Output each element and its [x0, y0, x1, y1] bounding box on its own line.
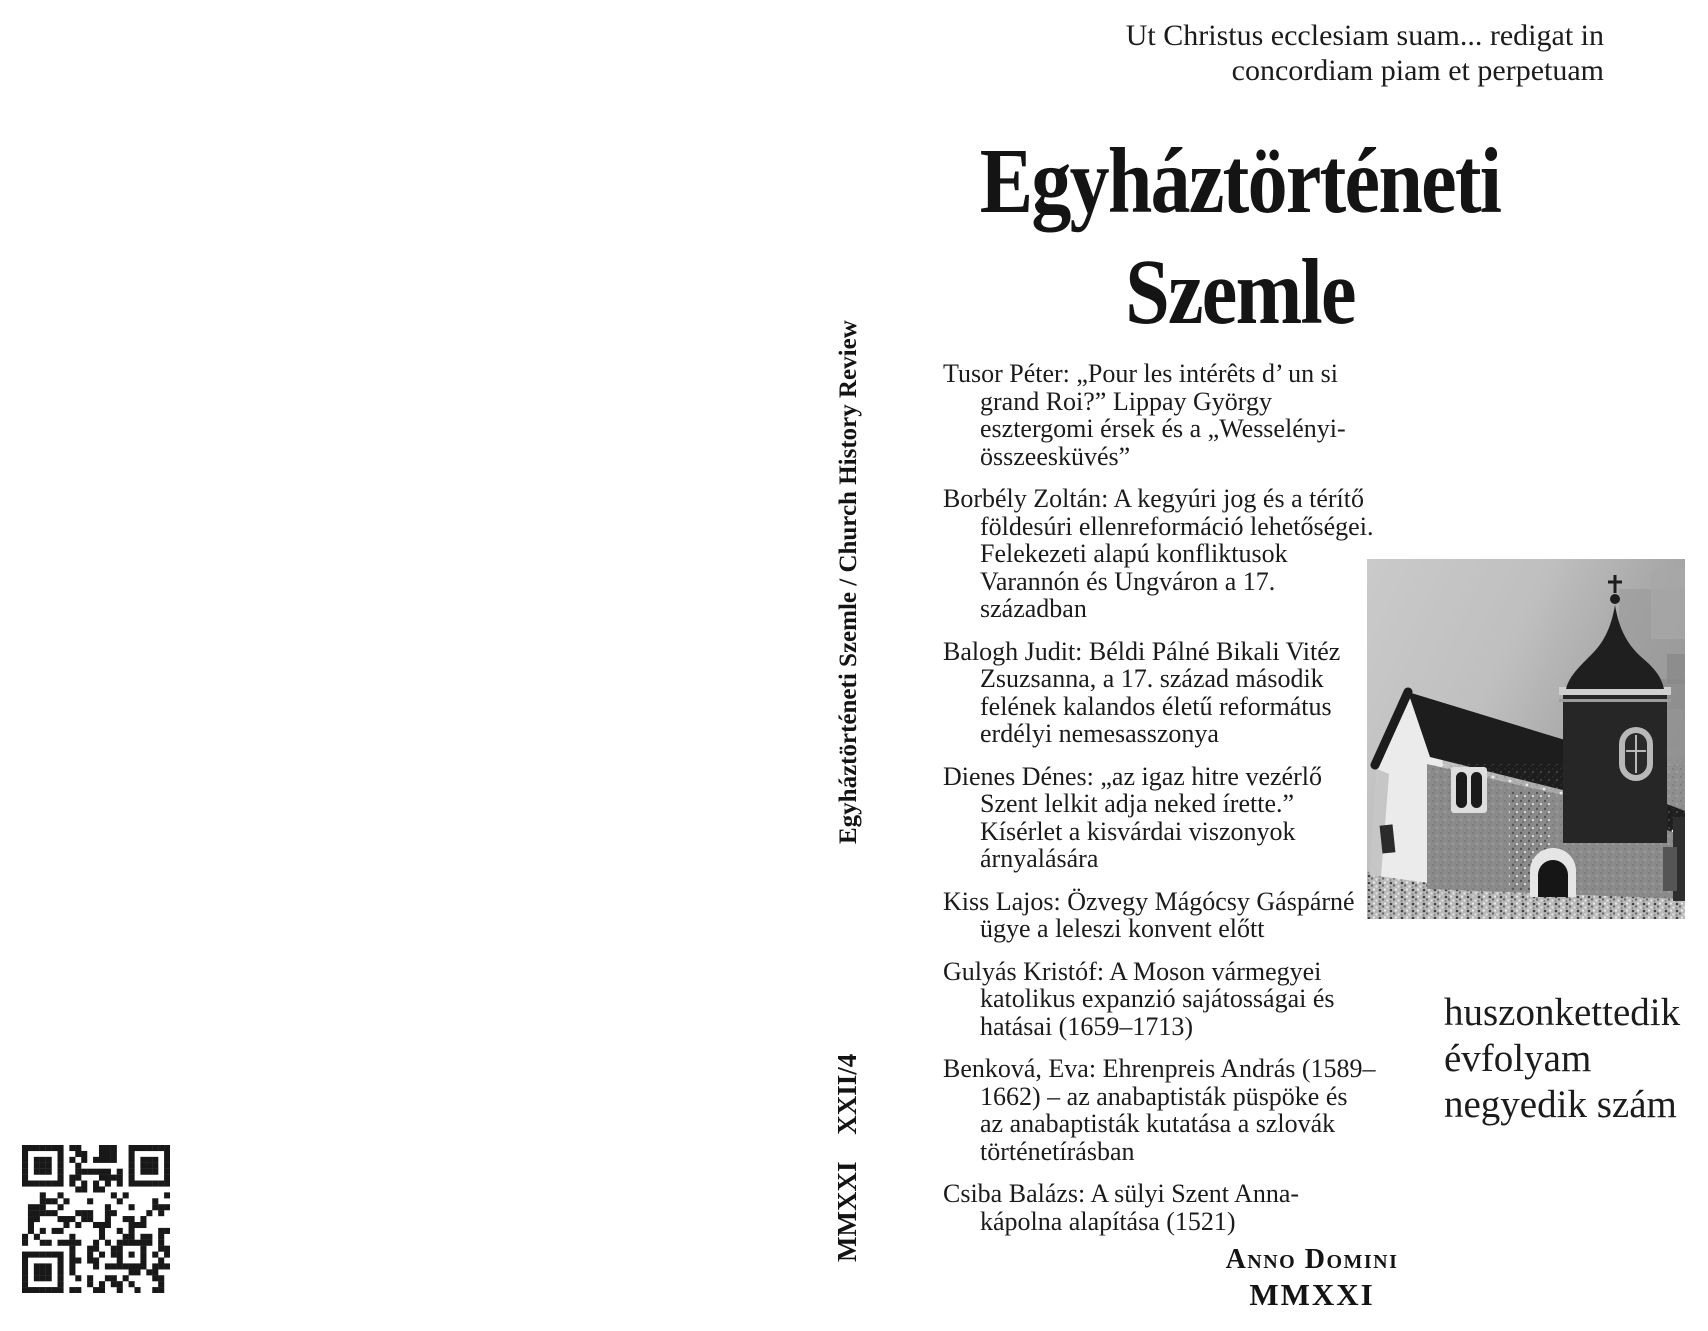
church-photo — [1367, 559, 1685, 919]
toc-entry: Tusor Péter: „Pour les intérêts d’ un si grand Roi?” Lippay György esztergomi érsek és a „Wesselényi-összeesküvés” — [943, 359, 1346, 471]
imprint-year: MMXXI — [1249, 1277, 1375, 1312]
spine-title: Egyháztörténeti Szemle / Church History Review — [835, 320, 862, 844]
qr-code — [22, 1145, 170, 1293]
latin-motto-line2: concordiam piam et perpetuam — [1231, 54, 1604, 87]
journal-title — [973, 126, 1506, 348]
toc-entry: Balogh Judit: Béldi Pálné Bikali Vitéz Zsuzsanna, a 17. század második felének kalandos életű református erdélyi nemesasszonya — [943, 636, 1341, 748]
volume-line: évfolyam — [1444, 1037, 1592, 1080]
journal-title-line1: Egyháztörténeti — [979, 130, 1501, 233]
volume-line: negyedik szám — [1444, 1083, 1677, 1126]
toc-entry: Dienes Dénes: „az igaz hitre vezérlő Szent lelkit adja neked írette.” Kísérlet a kisvárdai viszonyok árnyalására — [943, 761, 1322, 873]
volume-line: huszonkettedik — [1444, 991, 1681, 1034]
volume-issue-label — [1444, 990, 1680, 1128]
anno-domini-label: Anno Domini — [1225, 1244, 1399, 1275]
toc-entry: Gulyás Kristóf: A Moson vármegyei katolikus expanzió sajátosságai és hatásai (1659–1713) — [943, 956, 1335, 1041]
journal-title-line2: Szemle — [1125, 241, 1355, 344]
toc-entry: Benková, Eva: Ehrenpreis András (1589–1662) – az anabaptisták püspöke és az anabaptisták kutatása a szlovák történetírásban — [943, 1054, 1376, 1166]
table-of-contents — [943, 360, 1377, 1250]
toc-entry: Kiss Lajos: Özvegy Mágócsy Gáspárné ügye a leleszi konvent előtt — [943, 886, 1355, 943]
toc-entry: Csiba Balázs: A sülyi Szent Anna-kápolna alapítása (1521) — [943, 1179, 1300, 1236]
imprint — [1140, 1244, 1484, 1313]
latin-motto-line1: Ut Christus ecclesiam suam... redigat in — [1125, 19, 1604, 52]
toc-entry: Borbély Zoltán: A kegyúri jog és a térítő földesúri ellenreformáció lehetőségei. Felekezeti alapú konfliktusok Varannón és Ungváron a 17. században — [943, 484, 1374, 623]
spine-issue-number: MMXXI XXII/4 — [832, 1053, 862, 1262]
latin-motto — [1126, 18, 1604, 88]
